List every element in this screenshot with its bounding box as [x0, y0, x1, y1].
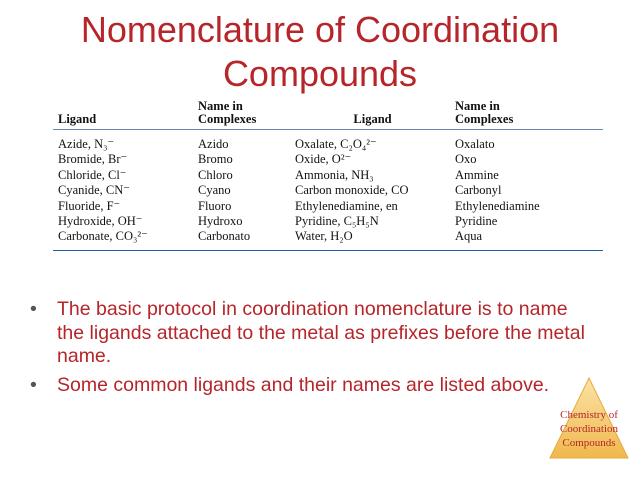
table-row	[53, 229, 603, 250]
ligand-cell: Oxalate, C₂O₄²⁻	[295, 137, 377, 151]
name-cell: Azido	[198, 137, 229, 151]
header-name-in-2: Name in	[455, 99, 500, 113]
table-row	[53, 199, 603, 214]
ligand-cell: Pyridine, C₅H₅N	[295, 214, 379, 229]
name-cell: Oxalato	[455, 137, 495, 151]
name-cell: Cyano	[198, 183, 231, 198]
header-name-in-1: Name in	[198, 99, 243, 113]
ligand-cell: Oxide, O²⁻	[295, 152, 352, 167]
ligand-cell: Carbon monoxide, CO	[295, 183, 409, 198]
slide-title	[30, 8, 610, 96]
name-cell: Oxo	[455, 152, 477, 167]
table-row	[53, 214, 603, 229]
bullet-text: The basic protocol in coordination nomenclature is to name the ligands attached to the metal as prefixes before the metal name.	[57, 298, 585, 367]
table-row	[53, 168, 603, 183]
table-row	[53, 183, 603, 198]
header-ligand-1: Ligand	[58, 112, 97, 126]
badge-line3: Compounds	[562, 437, 616, 449]
slide-title-line1: Nomenclature of Coordination	[80, 9, 560, 50]
header-complexes-2: Complexes	[455, 112, 514, 126]
badge-line2: Coordination	[559, 423, 619, 435]
ligand-cell: Carbonate, CO₃²⁻	[58, 229, 148, 244]
bullet-list	[30, 298, 590, 402]
ligand-cell: Ethylenediamine, en	[295, 198, 398, 213]
bullet-icon: •	[30, 373, 37, 396]
course-badge	[548, 376, 630, 460]
ligand-cell: Bromide, Br⁻	[58, 152, 128, 167]
name-cell: Pyridine	[455, 214, 498, 229]
header-complexes-1: Complexes	[198, 112, 257, 126]
table-row	[53, 130, 603, 153]
badge-label	[548, 408, 630, 450]
name-cell: Aqua	[455, 229, 483, 244]
name-cell: Fluoro	[198, 198, 232, 213]
name-cell: Ammine	[455, 167, 499, 182]
bullet-icon: •	[30, 298, 37, 320]
slide-title-line2: Compounds	[222, 53, 418, 94]
badge-line1: Chemistry of	[560, 409, 618, 421]
name-cell: Carbonato	[198, 229, 251, 244]
bullet-item	[30, 298, 590, 369]
ligand-cell: Azide, N₃⁻	[58, 137, 115, 151]
ligand-cell: Fluoride, F⁻	[58, 198, 121, 213]
ligand-cell: Chloride, Cl⁻	[58, 167, 127, 182]
ligand-cell: Hydroxide, OH⁻	[58, 214, 143, 229]
header-name-in-complexes-2	[450, 100, 603, 130]
ligand-table	[53, 100, 603, 251]
table-row	[53, 152, 603, 167]
header-name-in-complexes-1	[193, 100, 290, 130]
ligand-cell: Cyanide, CN⁻	[58, 183, 130, 198]
bullet-text: Some common ligands and their names are listed above.	[57, 373, 550, 396]
name-cell: Chloro	[198, 167, 233, 182]
name-cell: Carbonyl	[455, 183, 502, 198]
name-cell: Ethylenediamine	[455, 198, 540, 213]
bullet-item	[30, 374, 590, 398]
ligand-cell: Water, H₂O	[295, 229, 353, 244]
header-ligand-2: Ligand	[353, 112, 392, 126]
name-cell: Bromo	[198, 152, 233, 167]
name-cell: Hydroxo	[198, 214, 243, 229]
ligand-cell: Ammonia, NH₃	[295, 167, 374, 182]
table-header-row	[53, 100, 603, 130]
